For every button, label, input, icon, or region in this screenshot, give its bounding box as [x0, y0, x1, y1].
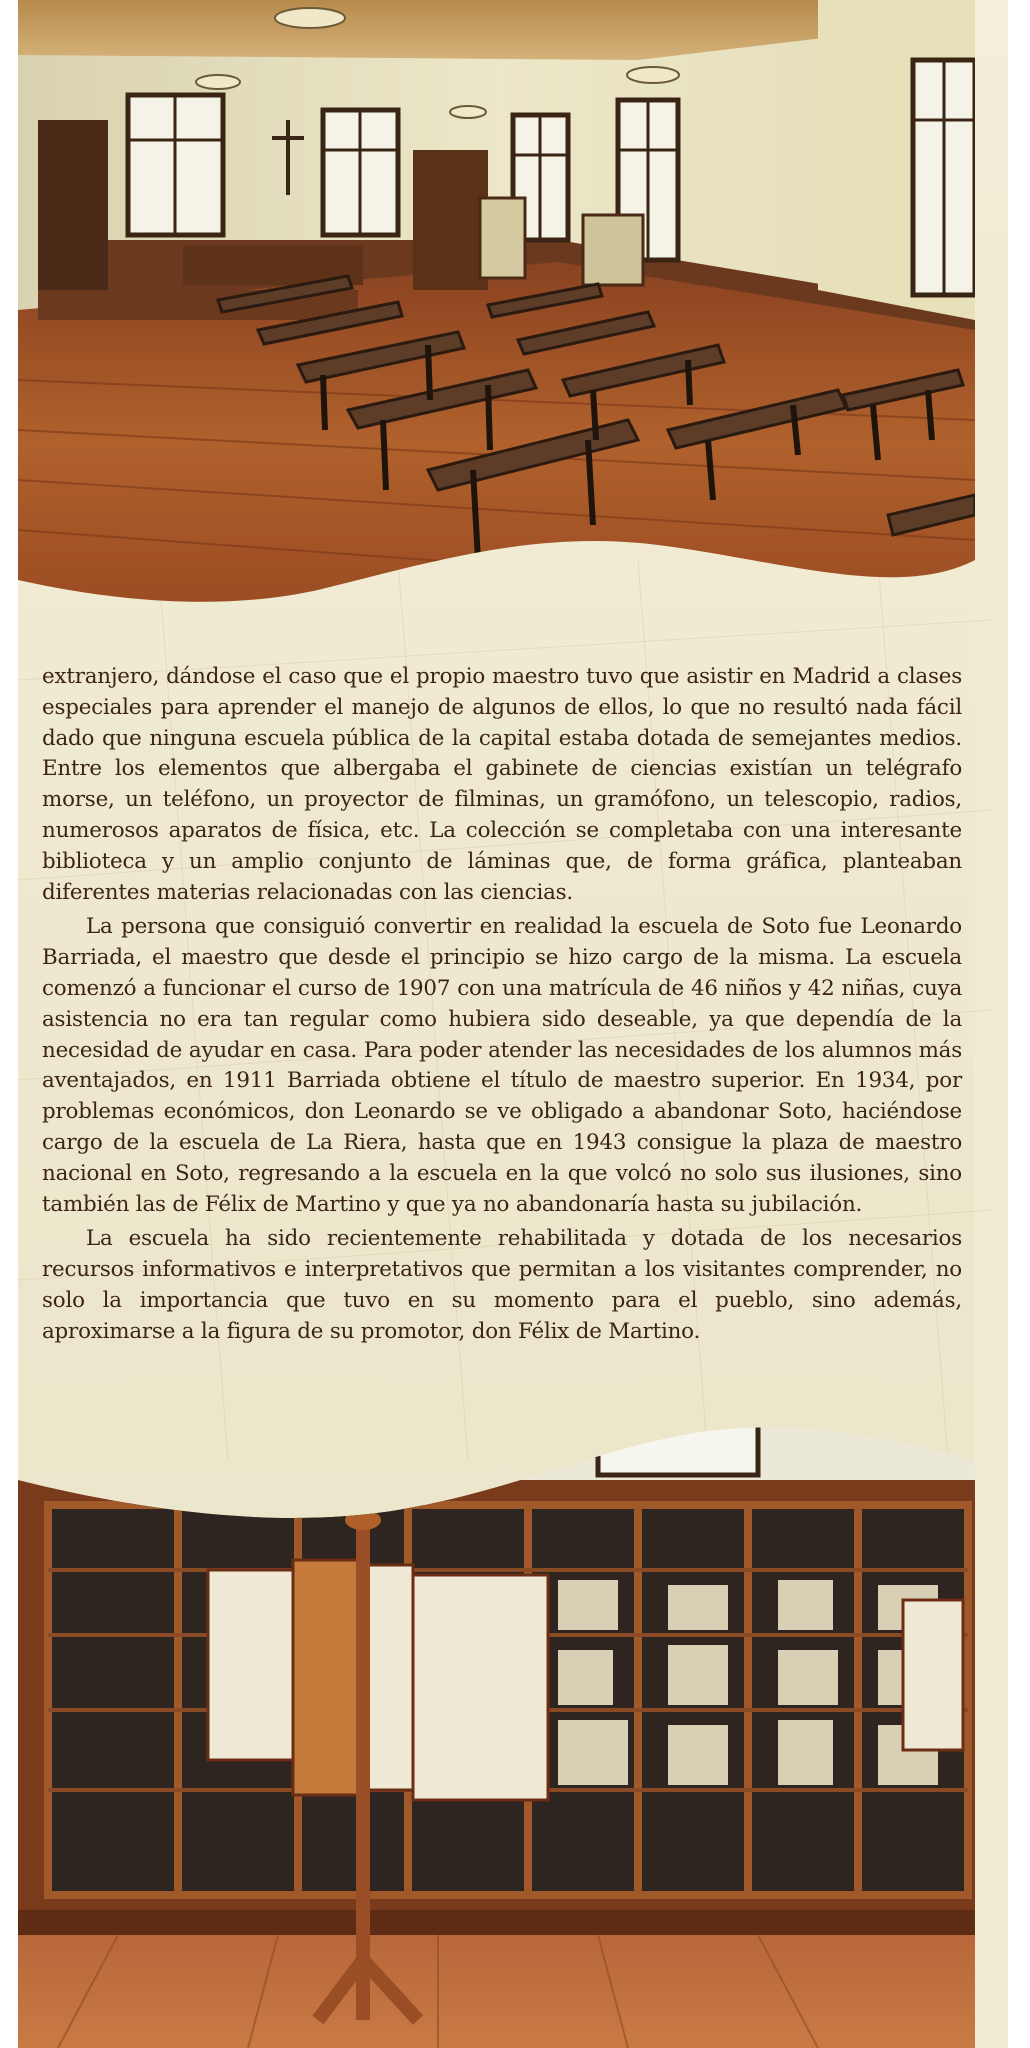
- library-photo: [18, 1420, 975, 2048]
- paragraph-1: extranjero, dándose el caso que el propio maestro tuvo que asistir en Madrid a clases especiales para aprender el manejo de algunos de ellos, lo que no resultó nada fácil dado que ninguna escuela pública de la capital estaba dotada de semejantes medios. Entre los elementos que albergaba el gabinete de ciencias existían un telégrafo morse, un teléfono, un proyector de filminas, un gramófono, un telescopio, radios, numerosos aparatos de física, etc. La colección se completaba con una interesante biblioteca y un amplio conjunto de láminas que, de forma gráfica, planteaban diferentes materias relacionadas con las ciencias.: [42, 664, 962, 905]
- article-body: [42, 662, 962, 1352]
- paragraph-2: La persona que consiguió convertir en realidad la escuela de Soto fue Leonardo Barriada, el maestro que desde el principio se hizo cargo de la misma. La escuela comenzó a funcionar el curso de 1907 con una matrícula de 46 niños y 42 niñas, cuya asistencia no era tan regular como hubiera sido deseable, ya que dependía de la necesidad de ayudar en casa. Para poder atender las necesidades de los alumnos más aventajados, en 1911 Barriada obtiene el título de maestro superior. En 1934, por problemas económicos, don Leonardo se ve obligado a abandonar Soto, haciéndose cargo de la escuela de La Riera, hasta que en 1943 consigue la plaza de maestro nacional en Soto, regresando a la escuela en la que volcó no solo sus ilusiones, sino también las de Félix de Martino y que ya no abandonaría hasta su jubilación.: [42, 914, 962, 1217]
- paragraph-3: La escuela ha sido recientemente rehabilitada y dotada de los necesarios recursos informativos e interpretativos que permitan a los visitantes comprender, no solo la importancia que tuvo en su momento para el pueblo, sino además, aproximarse a la figura de su promotor, don Félix de Martino.: [42, 1226, 962, 1344]
- classroom-photo: [18, 0, 975, 620]
